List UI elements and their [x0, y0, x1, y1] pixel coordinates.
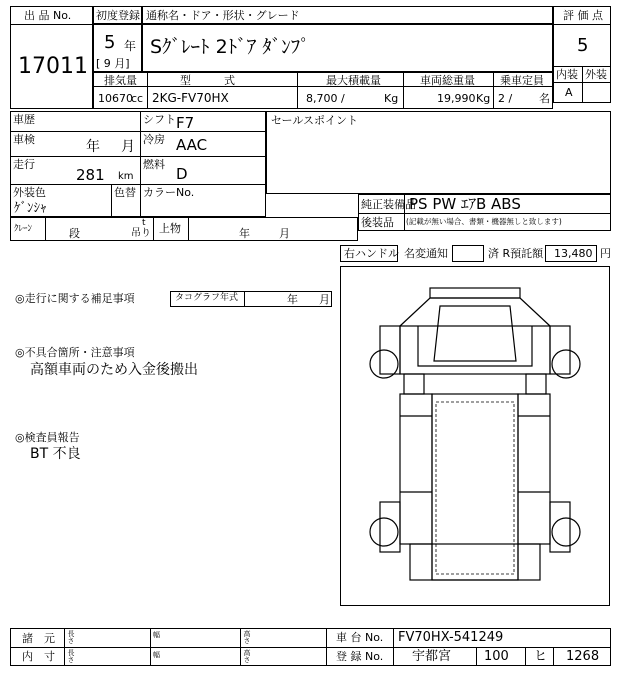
- fuel-value: D: [176, 165, 188, 183]
- grade-label: 評 価 点: [563, 9, 603, 22]
- dims-length-label: 長さ: [67, 630, 75, 644]
- first-registration-label: 初度登録: [96, 9, 140, 22]
- shaken-month-unit: 月: [121, 139, 135, 155]
- ac-label: 冷房: [143, 133, 165, 146]
- first-registration-year: 5: [104, 32, 116, 53]
- displacement-unit: cc: [131, 92, 144, 105]
- lot-no-label: 出 品 No.: [24, 9, 72, 22]
- mileage-unit: km: [118, 171, 134, 182]
- tachograph-label: タコグラフ年式: [175, 293, 239, 303]
- capacity-value: 2 /: [498, 92, 513, 105]
- detail-grid: [10, 111, 266, 217]
- overall-grade: 5: [577, 35, 589, 56]
- max-load-value: 8,700 /: [306, 92, 345, 105]
- inner-length-label: 長さ: [67, 649, 75, 663]
- ext-color-label: 外装色: [13, 186, 46, 199]
- name-change-label: 名変通知: [404, 247, 448, 260]
- crane-lift-unit: 吊り: [131, 228, 151, 239]
- shaken-label: 車検: [13, 133, 35, 146]
- capacity-unit: 名: [539, 92, 550, 105]
- registration-class: 100: [484, 649, 509, 664]
- model-code: 2KG-FV70HX: [152, 91, 229, 105]
- shift-label: シフト: [143, 113, 176, 126]
- fuel-label: 燃料: [143, 158, 165, 171]
- crane-stage-unit: 段: [69, 227, 80, 240]
- right-hand-drive-label: 右ハンドル: [344, 247, 399, 260]
- genuine-equipment-value: PS PW ｴｱB ABS: [409, 195, 521, 213]
- inspector-report-text: BT 不良: [30, 446, 81, 462]
- first-registration-month: [ 9 月]: [96, 57, 130, 70]
- inner-dims-label: 内 寸: [22, 650, 55, 663]
- crane-ton-unit: t: [142, 218, 146, 228]
- capacity-label: 乗車定員: [500, 74, 544, 87]
- model-name: Sｸﾞﾚｰﾄ 2ﾄﾞｱ ﾀﾞﾝﾌﾟ: [150, 36, 310, 58]
- registration-label: 登 録 No.: [336, 650, 384, 663]
- dims-label: 諸 元: [22, 632, 55, 645]
- tachograph-month-unit: 月: [319, 293, 330, 306]
- interior-label: 内装: [556, 68, 578, 81]
- year-unit: 年: [124, 39, 137, 53]
- dims-height-label: 高さ: [243, 630, 251, 644]
- registration-kana: ヒ: [534, 649, 548, 664]
- chassis-label: 車 台 No.: [336, 631, 384, 644]
- crane-label: ｸﾚｰﾝ: [14, 224, 33, 234]
- defects-text: 高額車両のため入金後搬出: [30, 362, 198, 378]
- defects-label: ◎不具合箇所・注意事項: [15, 346, 135, 359]
- registration-area: 宇都宮: [412, 649, 452, 664]
- history-label: 車歴: [13, 113, 35, 126]
- max-load-unit: Kg: [384, 92, 399, 105]
- mileage-label: 走行: [13, 158, 35, 171]
- shift-value: F7: [176, 114, 195, 132]
- chassis-number: FV70HX-541249: [398, 630, 504, 645]
- model-name-label: 通称名・ドア・形状・グレード: [146, 9, 300, 22]
- lot-number: 17011: [18, 54, 88, 79]
- gross-weight-label: 車両総重量: [420, 74, 475, 87]
- truck-body-diagram: [340, 266, 610, 606]
- registration-number: 1268: [566, 649, 600, 664]
- genuine-equipment-label: 純正装備品: [361, 198, 416, 211]
- sales-point-label: セールスポイント: [271, 114, 359, 127]
- inner-width-label: 幅: [153, 651, 160, 659]
- shaken-year-unit: 年: [86, 139, 100, 155]
- crane-row: [10, 217, 358, 241]
- driving-notes-label: ◎走行に関する補足事項: [15, 292, 135, 305]
- recycle-unit: 円: [600, 247, 611, 260]
- recycle-amount: 13,480: [554, 247, 593, 260]
- gross-weight-value: 19,990: [437, 92, 476, 105]
- dims-width-label: 幅: [153, 631, 160, 639]
- aftermarket-label: 後装品: [361, 216, 394, 229]
- aftermarket-note: (記載が無い場合、書類・機器無しと致します): [406, 217, 562, 226]
- tachograph-year-unit: 年: [287, 293, 298, 306]
- color-code-label: カラーNo.: [143, 186, 195, 199]
- ac-value: AAC: [176, 136, 208, 154]
- interior-grade: A: [565, 86, 573, 99]
- upper-label: 上物: [159, 222, 181, 235]
- inner-height-label: 高さ: [243, 649, 251, 663]
- inspector-report-label: ◎検査員報告: [15, 431, 80, 444]
- displacement-label: 排気量: [104, 74, 137, 87]
- color-change-label: 色替: [114, 186, 136, 199]
- ext-color-value: ｹﾞﾝｼｬ: [14, 201, 47, 216]
- name-change-box: [452, 245, 484, 262]
- max-load-label: 最大積載量: [326, 74, 381, 87]
- displacement-value: 10670: [98, 92, 133, 105]
- model-code-label: 型 式: [180, 74, 235, 87]
- upper-month-unit: 月: [279, 227, 290, 240]
- upper-year-unit: 年: [239, 227, 250, 240]
- gross-weight-unit: Kg: [476, 92, 491, 105]
- mileage-value: 281: [76, 166, 105, 184]
- recycle-label: 済 R預託額: [488, 247, 544, 260]
- exterior-label: 外装: [585, 68, 607, 81]
